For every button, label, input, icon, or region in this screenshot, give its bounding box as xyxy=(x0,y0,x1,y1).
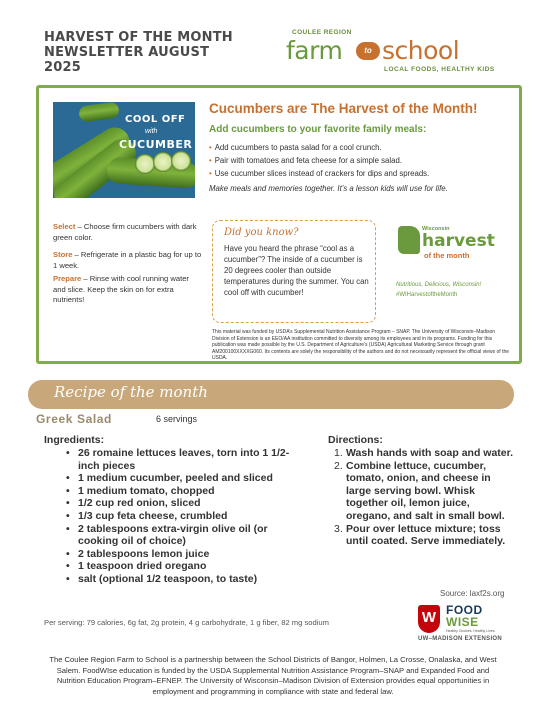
list-item: • 1 medium cucumber, peeled and sliced xyxy=(66,472,302,485)
list-item: 1. Wash hands with soap and water. xyxy=(334,447,514,459)
foodwise-wise: WISE xyxy=(446,615,479,629)
list-item: • Pair with tomatoes and feta cheese for a simple salad. xyxy=(209,156,402,165)
cucumber-shape xyxy=(78,102,120,123)
title-line-1: HARVEST OF THE MONTH xyxy=(44,30,233,45)
directions-heading: Directions: xyxy=(328,434,383,446)
bullet-icon: • xyxy=(209,169,212,178)
ingredients-list xyxy=(66,447,302,586)
uw-extension-label: UW–MADISON EXTENSION xyxy=(418,636,503,642)
harvest-logo-wisconsin: Wisconsin xyxy=(422,226,450,232)
recipe-banner-title: Recipe of the month xyxy=(54,383,208,401)
list-item: • 2 tablespoons extra-virgin olive oil (or cooking oil of choice) xyxy=(66,523,302,548)
directions-list xyxy=(334,447,514,548)
nutrition-per-serving: Per serving: 79 calories, 6g fat, 2g protein, 4 g carbohydrate, 1 g fiber, 82 mg sodium xyxy=(44,618,329,627)
logo-farm: farm xyxy=(286,36,343,65)
store-label: Store xyxy=(53,250,73,259)
farm-to-school-logo xyxy=(286,26,496,76)
image-cool-off: COOL OFF xyxy=(125,114,186,125)
list-item: • Use cucumber slices instead of crackers for dips and spreads. xyxy=(209,169,430,178)
logo-region: COULEE REGION xyxy=(292,29,352,36)
ingredients-heading: Ingredients: xyxy=(44,434,105,446)
list-item: • 2 tablespoons lemon juice xyxy=(66,548,302,561)
uw-shield-icon: W xyxy=(418,605,440,633)
list-item: • 1/2 cup red onion, sliced xyxy=(66,497,302,510)
logo-to-badge: to xyxy=(356,42,380,60)
store-tip xyxy=(53,250,203,271)
harvest-logo-harvest: harvest xyxy=(422,231,495,251)
cucumber-slice xyxy=(153,152,173,172)
recipe-servings: 6 servings xyxy=(156,414,198,424)
bullet-icon: • xyxy=(209,143,212,152)
cucumber-slice xyxy=(135,154,155,174)
foodwise-logo xyxy=(418,603,518,643)
cucumber-slice xyxy=(171,151,191,171)
list-item: • 1 medium tomato, chopped xyxy=(66,485,302,498)
select-text: – Choose firm cucumbers with dark green color. xyxy=(53,222,197,242)
list-item: • salt (optional 1/2 teaspoon, to taste) xyxy=(66,573,302,586)
cucumber-image xyxy=(53,102,195,198)
did-you-know-title: Did you know? xyxy=(224,227,299,238)
foodwise-food: FOOD xyxy=(446,603,483,617)
title-line-2: NEWSLETTER AUGUST xyxy=(44,45,210,60)
list-item: • 1 teaspoon dried oregano xyxy=(66,560,302,573)
prepare-tip xyxy=(53,274,203,306)
foodwise-tagline: Healthy Choices. Healthy Lives. xyxy=(446,629,496,633)
step-number: 1. xyxy=(334,447,343,459)
newsletter-title xyxy=(44,30,294,75)
harvest-title: Cucumbers are The Harvest of the Month! xyxy=(209,101,478,116)
list-item: • 1/3 cup feta cheese, crumbled xyxy=(66,510,302,523)
did-you-know-text: Have you heard the phrase “cool as a cucumber”? The inside of a cucumber is 20 degrees cooler than outside temperatures during the summer. You can cool off with cucumber! xyxy=(224,244,369,297)
select-tip xyxy=(53,222,203,243)
prepare-text: – Rinse with cool running water and slice. Keep the skin on for extra nutrients! xyxy=(53,274,189,304)
prepare-label: Prepare xyxy=(53,274,82,283)
wisconsin-map-icon xyxy=(398,226,420,254)
logo-tagline: LOCAL FOODS, HEALTHY KIDS xyxy=(384,66,495,73)
harvest-hashtag: #WIHarvestoftheMonth xyxy=(396,292,458,298)
add-heading: Add cucumbers to your favorite family meals: xyxy=(209,124,427,135)
harvest-logo-of-the-month: of the month xyxy=(424,251,470,260)
list-item: • 26 romaine lettuces leaves, torn into 1 1/2-inch pieces xyxy=(66,447,302,472)
bullet-icon: • xyxy=(209,156,212,165)
recipe-name: Greek Salad xyxy=(36,412,112,426)
list-item: 2. Combine lettuce, cucumber, tomato, onion, and cheese in large serving bowl. Whisk together oil, lemon juice, oregano, and salt in small bowl. xyxy=(334,459,505,522)
title-line-3: 2025 xyxy=(44,60,81,75)
memories-text: Make meals and memories together. It’s a lesson kids will use for life. xyxy=(209,184,448,193)
step-number: 2. xyxy=(334,459,343,472)
footer-text: The Coulee Region Farm to School is a partnership between the School Districts of Bangor, Holmen, La Crosse, Onalaska, and West Salem. FoodWIse education is funded by the USDA Supplemental Nutrition Assistance Program–SNAP and Expanded Food and Nutrition Education Program–EFNEP. The University of Wisconsin–Madison Division of Extension provides equal opportunities in employment and programming in compliance with state and federal law. xyxy=(49,655,497,696)
funding-note: This material was funded by USDA’s Supplemental Nutrition Assistance Program – SNAP. The University of Wisconsin–Madison Division of Extension is an EEO/AA institution committed to diversity among its employees and in its programs. Funding for this publication was made possible by the U.S. Department of Agriculture’s (USDA) Agricultural Marketing Service through grant AM200100XXXXG060. Its contents are solely the responsibility of the authors and do not necessarily represent the official views of the USDA. xyxy=(212,329,510,362)
list-item: 3. Pour over lettuce mixture; toss until coated. Serve immediately. xyxy=(334,522,506,548)
recipe-source: Source: laxf2s.org xyxy=(440,589,505,598)
list-item: • Add cucumbers to pasta salad for a cool crunch. xyxy=(209,143,382,152)
harvest-slogan: Nutritious, Delicious, Wisconsin! xyxy=(396,282,482,288)
tips-list xyxy=(209,141,509,180)
step-number: 3. xyxy=(334,522,343,535)
logo-school: school xyxy=(382,36,460,65)
image-cucumber: CUCUMBER xyxy=(119,138,193,151)
image-with: with xyxy=(145,128,158,135)
select-label: Select xyxy=(53,222,76,231)
store-text: – Refrigerate in a plastic bag for up to 1 week. xyxy=(53,250,202,270)
